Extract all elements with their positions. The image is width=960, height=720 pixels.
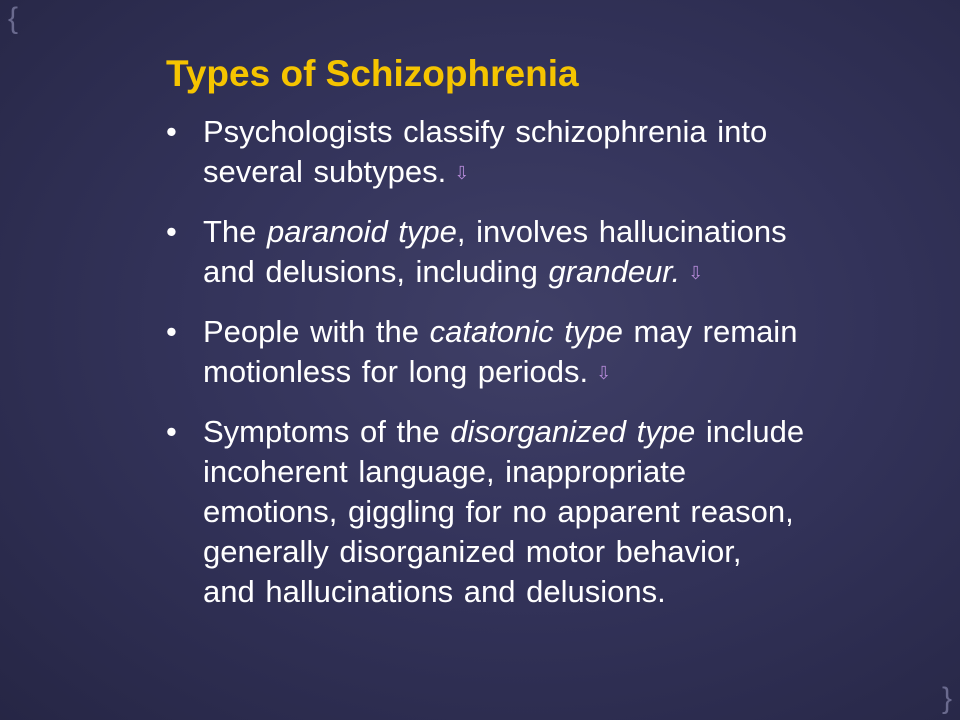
bullet-2-text-a: The bbox=[203, 214, 268, 249]
bullet-3-text-c: may remain bbox=[622, 314, 798, 349]
corner-brace-right: } bbox=[941, 682, 952, 715]
slide-title: Types of Schizophrenia bbox=[166, 53, 579, 94]
bullet-2-text-c: , involves hallucinations bbox=[456, 214, 787, 249]
bullet-4-line-5: and hallucinations and delusions. bbox=[203, 574, 666, 609]
bullet-1-line-2-text: several subtypes. bbox=[203, 154, 447, 189]
bullet-item-4 bbox=[166, 412, 926, 612]
down-arrow-icon: ⇩ bbox=[454, 163, 470, 183]
bullet-item-3 bbox=[166, 312, 926, 396]
bullet-dot: • bbox=[166, 314, 177, 349]
bullet-4-line-4: generally disorganized motor behavior, bbox=[203, 534, 742, 569]
bullet-2-line-2 bbox=[203, 252, 926, 296]
bullet-4-line-2: incoherent language, inappropriate bbox=[203, 454, 687, 489]
down-arrow-icon: ⇩ bbox=[596, 363, 612, 383]
bullet-4-text-a: Symptoms of the bbox=[203, 414, 451, 449]
bullet-2-term: paranoid type bbox=[267, 214, 457, 249]
corner-brace-left: { bbox=[8, 2, 19, 35]
down-arrow-icon: ⇩ bbox=[688, 263, 704, 283]
bullet-3-line-1 bbox=[203, 312, 926, 352]
bullet-4-line-1 bbox=[203, 412, 926, 452]
bullet-3-line-2 bbox=[203, 352, 926, 396]
bullet-dot: • bbox=[166, 414, 177, 449]
bullet-item-2 bbox=[166, 212, 926, 296]
bullet-2-line-1 bbox=[203, 212, 926, 252]
bullet-item-1 bbox=[166, 112, 926, 196]
bullet-dot: • bbox=[166, 114, 177, 149]
bullet-dot: • bbox=[166, 214, 177, 249]
bullet-4-line-3: emotions, giggling for no apparent reason, bbox=[203, 494, 794, 529]
bullet-2-text-d: and delusions, including bbox=[203, 254, 549, 289]
bullet-1-line-1: Psychologists classify schizophrenia into bbox=[203, 114, 768, 149]
bullet-3-text-d: motionless for long periods. bbox=[203, 354, 589, 389]
bullet-3-text-a: People with the bbox=[203, 314, 430, 349]
bullet-4-term: disorganized type bbox=[450, 414, 696, 449]
bullet-1-line-2 bbox=[203, 152, 926, 196]
bullet-4-text-c: include bbox=[695, 414, 805, 449]
bullet-list bbox=[166, 112, 926, 628]
bullet-3-term: catatonic type bbox=[429, 314, 623, 349]
bullet-2-term-2: grandeur. bbox=[548, 254, 681, 289]
